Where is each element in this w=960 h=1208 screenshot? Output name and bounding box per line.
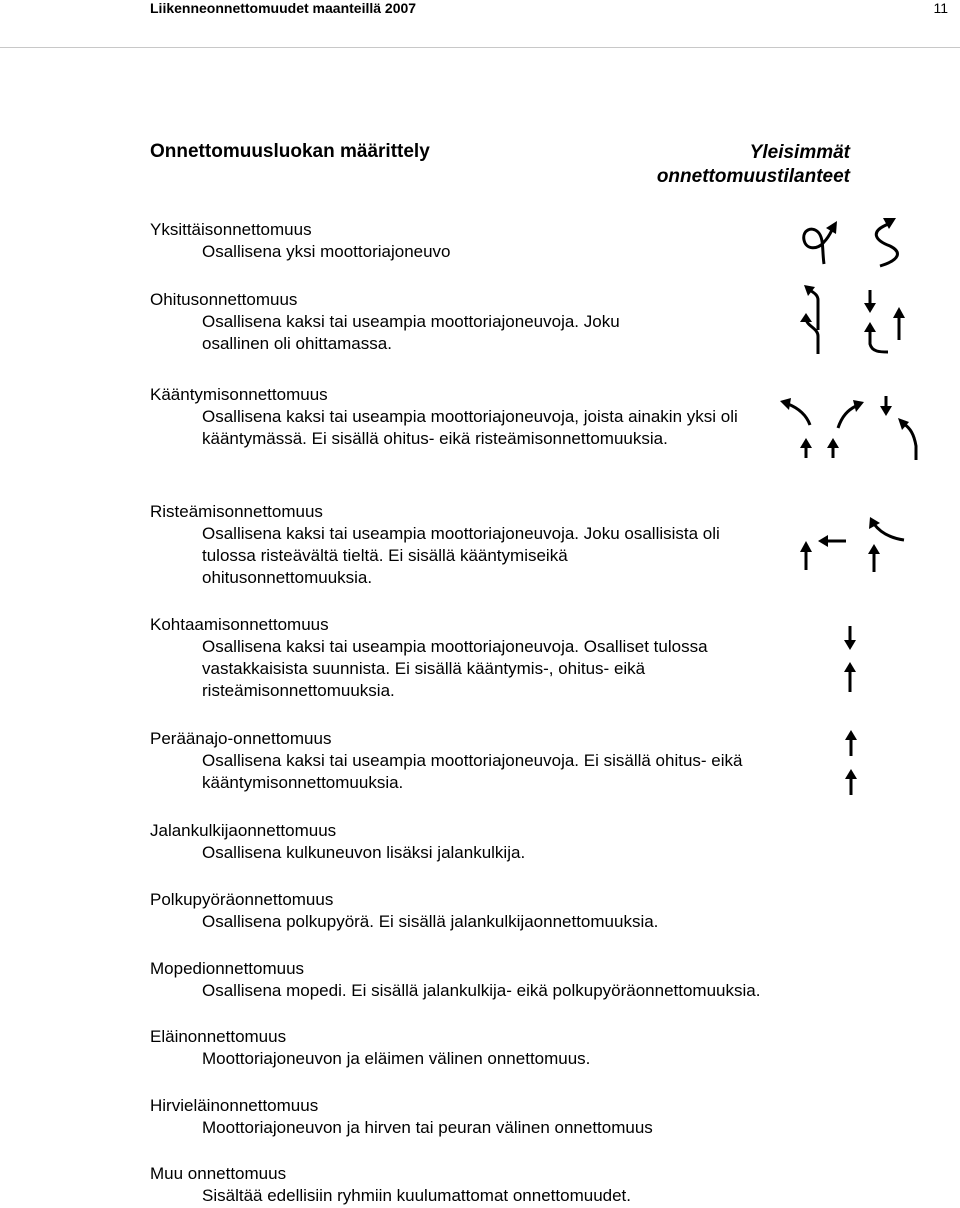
left-column-heading: Onnettomuusluokan määrittely xyxy=(150,141,430,162)
rear-end-icon xyxy=(845,730,857,795)
section-description: Osallisena kaksi tai useampia moottoriajoneuvoja, joista ainakin yksi oli kääntymässä. Ei sisällä ohitus- eikä risteämisonnettomuuksia. xyxy=(202,407,738,448)
overtaking-left-icon xyxy=(800,285,818,354)
head-on-icon xyxy=(844,626,856,692)
section-description: Moottoriajoneuvon ja hirven tai peuran välinen onnettomuus xyxy=(202,1118,653,1137)
section-title: Jalankulkijaonnettomuus xyxy=(150,821,337,840)
section-description: Osallisena kaksi tai useampia moottoriajoneuvoja. Joku osallisista oli tulossa risteävältä tieltä. Ei sisällä kääntymiseikä ohitusonnettomuuksia. xyxy=(202,524,720,587)
crossing-from-right-icon xyxy=(800,535,846,570)
single-vehicle-loop-icon xyxy=(804,221,837,264)
section-description: Osallisena yksi moottoriajoneuvo xyxy=(202,242,451,261)
section-title: Mopedionnettomuus xyxy=(150,959,305,978)
right-turn-oncoming-icon xyxy=(880,396,916,460)
section-description: Osallisena polkupyörä. Ei sisällä jalankulkijaonnettomuuksia. xyxy=(202,912,659,931)
right-turn-icon xyxy=(827,400,864,458)
section-description: Osallisena kaksi tai useampia moottoriajoneuvoja. Ei sisällä ohitus- eikä kääntymisonnettomuuksia. xyxy=(202,751,743,792)
crossing-turn-icon xyxy=(868,517,904,572)
section-description: Osallisena kulkuneuvon lisäksi jalankulkija. xyxy=(202,843,526,862)
section-title: Kääntymisonnettomuus xyxy=(150,385,328,404)
section-title: Eläinonnettomuus xyxy=(150,1027,287,1046)
section-title: Ohitusonnettomuus xyxy=(150,290,298,309)
section-title: Polkupyöräonnettomuus xyxy=(150,890,334,909)
left-turn-icon xyxy=(780,398,812,458)
section-description: Osallisena kaksi tai useampia moottoriajoneuvoja. Joku osallinen oli ohittamassa. xyxy=(202,312,620,353)
section-title: Kohtaamisonnettomuus xyxy=(150,615,329,634)
single-vehicle-swerve-icon xyxy=(876,218,897,266)
section-description: Osallisena mopedi. Ei sisällä jalankulkija- eikä polkupyöräonnettomuuksia. xyxy=(202,981,761,1000)
section-title: Yksittäisonnettomuus xyxy=(150,220,312,239)
page-number: 11 xyxy=(933,0,948,16)
section-description: Moottoriajoneuvon ja eläimen välinen onnettomuus. xyxy=(202,1049,591,1068)
section-title: Risteämisonnettomuus xyxy=(150,502,323,521)
right-column-heading: Yleisimmät onnettomuustilanteet xyxy=(656,142,850,187)
section-title: Peräänajo-onnettomuus xyxy=(150,729,332,748)
overtaking-oncoming-icon xyxy=(864,290,905,352)
section-description: Sisältää edellisiin ryhmiin kuulumattomat onnettomuudet. xyxy=(202,1186,632,1205)
header-title: Liikenneonnettomuudet maanteillä 2007 xyxy=(150,0,417,16)
section-title: Muu onnettomuus xyxy=(150,1164,287,1183)
section-description: Osallisena kaksi tai useampia moottoriajoneuvoja. Osalliset tulossa vastakkaisista suunnista. Ei sisällä kääntymis-, ohitus- eikä risteämisonnettomuuksia. xyxy=(202,637,708,700)
section-title: Hirvieläinonnettomuus xyxy=(150,1096,319,1115)
